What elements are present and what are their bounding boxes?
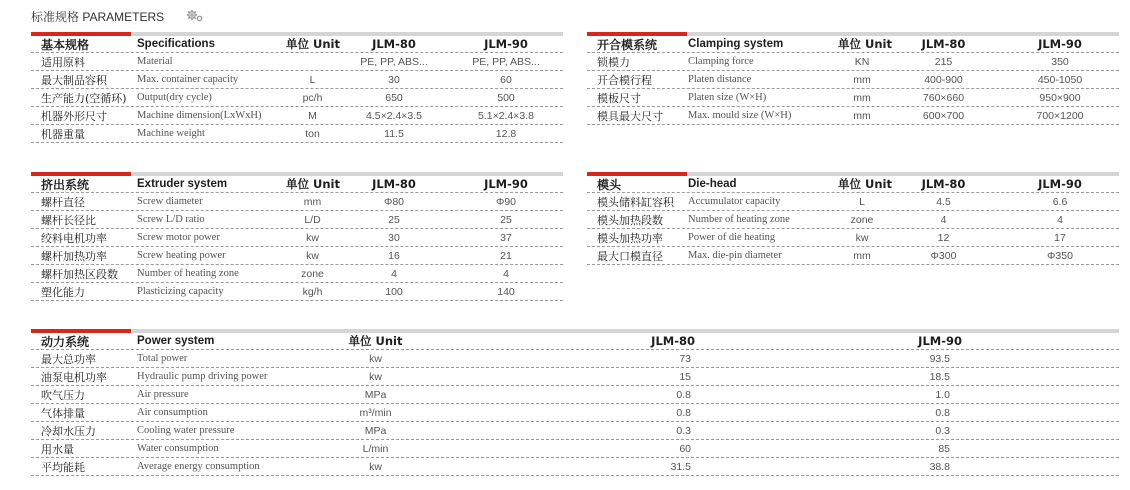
table-header-row: [587, 36, 1119, 53]
table-row: [587, 229, 1119, 247]
cell-jlm-90: 950×900: [1039, 91, 1081, 104]
cell-unit: KN: [854, 55, 870, 68]
table-row: [587, 193, 1119, 211]
section-accent-bar: [31, 32, 131, 36]
cell-name-en: Plasticizing capacity: [137, 286, 224, 297]
cell-name-en: Screw motor power: [137, 232, 220, 243]
header-unit: 单位 Unit: [838, 37, 892, 51]
cell-jlm-90: 500: [497, 91, 515, 104]
cell-name-en: Screw L/D ratio: [137, 214, 205, 225]
cell-jlm-80: PE, PP, ABS...: [360, 55, 428, 68]
cell-unit: kw: [369, 460, 382, 473]
table-row: [587, 89, 1119, 107]
cell-name-zh: 模头加热段数: [597, 213, 663, 227]
cell-name-zh: 螺杆直径: [41, 195, 85, 209]
cell-jlm-90: 450-1050: [1037, 73, 1083, 86]
header-name-zh: 挤出系统: [41, 177, 90, 192]
header-name-en: Specifications: [137, 38, 215, 50]
cell-name-en: Accumulator capacity: [688, 196, 781, 207]
cell-jlm-90: 700×1200: [1036, 109, 1084, 122]
table-row: [31, 386, 1119, 404]
cell-jlm-80: 4: [391, 267, 397, 280]
cell-unit: mm: [853, 249, 871, 262]
table-row: [31, 458, 1119, 476]
cell-name-zh: 最大制品容积: [41, 73, 107, 87]
cell-jlm-90: 25: [500, 213, 512, 226]
header-name-en: Clamping system: [688, 38, 784, 50]
cell-jlm-80: 31.5: [670, 460, 691, 473]
cell-name-zh: 油泵电机功率: [41, 370, 107, 384]
section-accent-bar: [587, 32, 687, 36]
table-row: [31, 440, 1119, 458]
header-name-zh: 动力系统: [41, 334, 90, 349]
table-row: [31, 283, 563, 301]
cell-name-zh: 最大总功率: [41, 352, 96, 366]
header-unit: 单位 Unit: [286, 37, 340, 51]
cell-name-zh: 锁模力: [597, 55, 630, 69]
table-row: [587, 107, 1119, 125]
cell-unit: L/min: [362, 442, 389, 455]
table-row: [31, 247, 563, 265]
cell-name-en: Number of heating zone: [137, 268, 239, 279]
cell-name-en: Machine weight: [137, 128, 205, 139]
cell-jlm-80: 0.3: [676, 424, 691, 437]
cell-jlm-80: 73: [679, 352, 691, 365]
header-jlm-90: JLM-90: [1038, 37, 1082, 51]
cell-jlm-80: 30: [388, 73, 400, 86]
basic-specifications-table: [31, 32, 563, 143]
cell-name-en: Output(dry cycle): [137, 92, 212, 103]
cell-name-zh: 机器重量: [41, 127, 85, 141]
cell-name-zh: 机器外形尺寸: [41, 109, 107, 123]
cell-name-en: Screw heating power: [137, 250, 226, 261]
table-row: [31, 125, 563, 143]
section-header-bar: [587, 32, 1119, 36]
table-row: [587, 211, 1119, 229]
cell-jlm-90: 5.1×2.4×3.8: [477, 109, 535, 122]
cell-jlm-90: Φ90: [495, 195, 517, 208]
cell-name-en: Machine dimension(LxWxH): [137, 110, 262, 121]
header-jlm-90: JLM-90: [1038, 177, 1082, 191]
cell-unit: kw: [369, 352, 382, 365]
cell-jlm-90: 0.8: [935, 406, 950, 419]
cell-jlm-90: 18.5: [929, 370, 950, 383]
cell-unit: M: [308, 109, 317, 122]
cell-jlm-80: 4: [940, 213, 947, 226]
header-unit: 单位 Unit: [286, 177, 340, 191]
cell-jlm-90: 60: [500, 73, 512, 86]
cell-name-zh: 气体排量: [41, 406, 85, 420]
cell-name-zh: 模具最大尺寸: [597, 109, 663, 123]
clamping-system-table: [587, 32, 1119, 125]
header-jlm-80: JLM-80: [372, 177, 416, 191]
cell-name-en: Platen distance: [688, 74, 752, 85]
cell-jlm-90: 17: [1054, 231, 1066, 244]
cell-unit: mm: [853, 73, 871, 86]
cell-name-zh: 塑化能力: [41, 285, 85, 299]
header-name-en: Power system: [137, 335, 215, 347]
cell-name-zh: 螺杆加热区段数: [41, 267, 118, 281]
power-system-table: [31, 329, 1119, 476]
header-unit: 单位 Unit: [348, 334, 403, 348]
section-accent-bar: [31, 172, 131, 176]
cell-unit: kg/h: [302, 285, 323, 298]
header-name-zh: 基本规格: [41, 37, 90, 52]
header-jlm-80: JLM-80: [651, 334, 695, 348]
cell-unit: ton: [305, 127, 320, 140]
cell-unit: kw: [855, 231, 869, 244]
table-row: [31, 53, 563, 71]
cell-jlm-80: 4.5: [936, 195, 951, 208]
cell-jlm-80: Φ300: [930, 249, 957, 262]
header-name-en: Extruder system: [137, 178, 228, 190]
header-jlm-80: JLM-80: [921, 177, 966, 191]
cell-jlm-90: 140: [497, 285, 515, 298]
table-header-row: [31, 176, 563, 193]
cell-unit: kw: [369, 370, 382, 383]
cell-unit: pc/h: [302, 91, 323, 104]
cell-jlm-80: 60: [679, 442, 691, 455]
cell-jlm-90: 93.5: [929, 352, 950, 365]
table-row: [31, 422, 1119, 440]
cell-name-zh: 用水量: [41, 442, 74, 456]
section-accent-bar: [587, 172, 687, 176]
cell-name-en: Total power: [137, 353, 188, 364]
cell-name-en: Water consumption: [137, 443, 219, 454]
cell-jlm-80: 15: [679, 370, 691, 383]
table-header-row: [587, 176, 1119, 193]
header-jlm-90: JLM-90: [918, 334, 962, 348]
cell-name-en: Average energy consumption: [137, 461, 260, 472]
cell-name-en: Screw diameter: [137, 196, 203, 207]
table-row: [31, 211, 563, 229]
table-row: [31, 71, 563, 89]
header-name-en: Die-head: [688, 178, 737, 190]
section-accent-bar: [31, 329, 131, 333]
cell-name-zh: 平均能耗: [41, 460, 85, 474]
cell-jlm-90: Φ350: [1047, 249, 1073, 262]
cell-name-zh: 最大口模直径: [597, 249, 663, 263]
cell-unit: mm: [853, 109, 871, 122]
header-jlm-90: JLM-90: [484, 177, 528, 191]
cell-name-en: Platen size (W×H): [688, 92, 767, 103]
table-row: [31, 265, 563, 283]
cell-unit: L/D: [304, 213, 321, 226]
cell-jlm-90: 12.8: [495, 127, 517, 140]
cell-jlm-90: 21: [500, 249, 512, 262]
cell-name-en: Max. container capacity: [137, 74, 239, 85]
cell-jlm-80: 0.8: [676, 406, 691, 419]
table-row: [31, 404, 1119, 422]
page-title: 标准规格 PARAMETERS: [31, 10, 165, 24]
section-header-bar: [587, 172, 1119, 176]
cell-jlm-80: 16: [388, 249, 400, 262]
table-row: [31, 350, 1119, 368]
cell-jlm-90: 350: [1051, 55, 1069, 68]
cell-name-en: Material: [137, 56, 173, 67]
table-row: [31, 107, 563, 125]
die-head-table: [587, 172, 1119, 265]
cell-jlm-90: 1.0: [935, 388, 950, 401]
cell-unit: MPa: [364, 388, 387, 401]
cell-name-zh: 螺杆加热功率: [41, 249, 107, 263]
cell-name-en: Air consumption: [137, 407, 208, 418]
section-header-bar: [31, 329, 1119, 333]
cell-jlm-90: 0.3: [935, 424, 950, 437]
section-header-bar: [31, 172, 563, 176]
cell-name-en: Power of die heating: [688, 232, 776, 243]
cell-jlm-90: PE, PP, ABS...: [472, 55, 540, 68]
cell-jlm-80: 4.5×2.4×3.5: [365, 109, 423, 122]
header-name-zh: 模头: [597, 177, 622, 192]
cell-jlm-90: 4: [1057, 213, 1063, 226]
cell-jlm-80: 25: [388, 213, 400, 226]
table-header-row: [31, 333, 1119, 350]
cell-unit: zone: [850, 213, 874, 226]
cell-unit: kw: [306, 249, 319, 262]
cell-unit: MPa: [364, 424, 387, 437]
table-row: [31, 193, 563, 211]
cell-jlm-80: 600×700: [922, 109, 965, 122]
cell-name-zh: 生产能力(空循环): [41, 91, 127, 105]
cell-unit: mm: [303, 195, 322, 208]
cell-jlm-80: 650: [385, 91, 403, 104]
table-row: [31, 229, 563, 247]
cell-name-zh: 绞料电机功率: [41, 231, 107, 245]
cell-jlm-90: 6.6: [1052, 195, 1068, 208]
cell-name-zh: 冷却水压力: [41, 424, 96, 438]
header-jlm-80: JLM-80: [921, 37, 966, 51]
cell-jlm-90: 38.8: [929, 460, 950, 473]
cell-unit: L: [859, 195, 865, 208]
cell-name-zh: 螺杆长径比: [41, 213, 96, 227]
cell-jlm-80: Φ80: [383, 195, 405, 208]
cell-jlm-80: 100: [385, 285, 403, 298]
extruder-system-table: [31, 172, 563, 301]
cell-jlm-80: 12: [937, 231, 950, 244]
cell-name-zh: 适用原料: [41, 55, 85, 69]
header-jlm-80: JLM-80: [372, 37, 416, 51]
table-row: [587, 71, 1119, 89]
cell-unit: mm: [853, 91, 871, 104]
table-header-row: [31, 36, 563, 53]
cell-name-en: Max. mould size (W×H): [688, 110, 792, 121]
cell-unit: kw: [306, 231, 319, 244]
cell-jlm-90: 37: [500, 231, 512, 244]
cell-jlm-80: 11.5: [384, 127, 404, 140]
cell-name-en: Clamping force: [688, 56, 754, 67]
cell-unit: zone: [301, 267, 324, 280]
cell-unit: L: [309, 73, 316, 86]
header-unit: 单位 Unit: [838, 177, 892, 191]
cell-name-zh: 模头加热功率: [597, 231, 663, 245]
gears-icon: [186, 9, 206, 23]
table-row: [31, 368, 1119, 386]
cell-name-en: Cooling water pressure: [137, 425, 235, 436]
cell-name-en: Number of heating zone: [688, 214, 790, 225]
table-row: [587, 53, 1119, 71]
header-jlm-90: JLM-90: [484, 37, 528, 51]
cell-name-zh: 吹气压力: [41, 388, 85, 402]
cell-jlm-80: 760×660: [922, 91, 965, 104]
cell-name-en: Air pressure: [137, 389, 189, 400]
table-row: [31, 89, 563, 107]
cell-jlm-90: 85: [938, 442, 950, 455]
cell-name-zh: 开合模行程: [597, 73, 652, 87]
cell-name-en: Max. die-pin diameter: [688, 250, 782, 261]
table-row: [587, 247, 1119, 265]
header-name-zh: 开合模系统: [597, 37, 658, 52]
cell-jlm-80: 215: [934, 55, 953, 68]
section-header-bar: [31, 32, 563, 36]
cell-jlm-80: 0.8: [676, 388, 691, 401]
cell-jlm-80: 400-900: [924, 73, 963, 86]
cell-name-en: Hydraulic pump driving power: [137, 371, 268, 382]
cell-name-zh: 模头储料缸容积: [597, 195, 674, 209]
cell-jlm-80: 30: [388, 231, 400, 244]
cell-jlm-90: 4: [503, 267, 509, 280]
cell-unit: m³/min: [359, 406, 392, 419]
cell-name-zh: 模板尺寸: [597, 91, 641, 105]
